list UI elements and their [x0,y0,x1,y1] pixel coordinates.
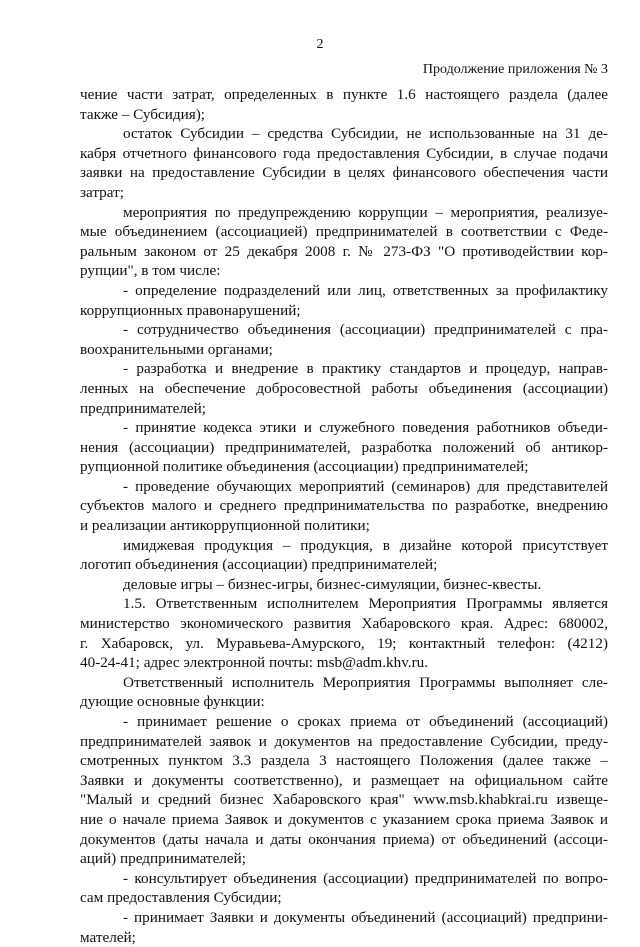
text-line: имиджевая продукция – продукция, в дизайне которой присутствует [123,536,608,554]
text-line: деловые игры – бизнес-игры, бизнес-симуляции, бизнес-квесты. [123,575,542,593]
text-line: заявки на предоставление Субсидии в целях финансового обеспечения части [80,164,608,182]
page-number: 2 [316,37,324,52]
text-line: сам предоставления Субсидии; [80,889,282,907]
text-line: г. Хабаровск, ул. Муравьева-Амурского, 19; контактный телефон: (4212) [80,634,608,652]
text-line: смотренных пунктом 3.3 раздела 3 настоящего Положения (далее также – [80,752,608,770]
text-line: - принятие кодекса этики и служебного поведения работников объеди- [123,419,608,437]
text-line: - принимает Заявки и документы объединений (ассоциаций) предприни- [123,908,608,926]
text-line: воохранительными органами; [80,340,273,358]
text-line: - консультирует объединения (ассоциации) предпринимателей по вопро- [123,869,608,887]
text-line: - принимает решение о сроках приема от объединений (ассоциаций) [123,713,608,730]
text-line: "Малый и средний бизнес Хабаровского края" www.msb.khabkrai.ru извеще- [80,791,608,809]
text-line: - определение подразделений или лиц, ответственных за профилактику [123,281,608,299]
text-line: министерство экономического развития Хабаровского края. Адрес: 680002, [80,615,608,633]
text-line: ральным законом от 25 декабря 2008 г. № 273-ФЗ "О противодействии кор- [80,242,608,260]
text-line: рупции", в том числе: [80,262,221,280]
text-line: - проведение обучающих мероприятий (семинаров) для представителей [123,477,608,495]
text-line: ленных на обеспечение добросовестной работы объединения (ассоциации) [80,379,608,397]
text-line: коррупционных правонарушений; [80,301,301,319]
text-line: - разработка и внедрение в практику стандартов и процедур, направ- [123,360,608,378]
text-line: остаток Субсидии – средства Субсидии, не использованные на 31 де- [123,125,608,143]
text-line: 40-24-41; адрес электронной почты: msb@adm.khv.ru. [80,654,429,672]
text-line: затрат; [80,183,124,201]
text-line: документов (даты начала и даты окончания приема) от объединений (ассоци- [80,830,608,848]
text-line: предпринимателей заявок и документов на предоставление Субсидии, преду- [80,732,608,750]
text-line: мателей; [80,928,136,946]
text-line: предпринимателей; [80,399,206,417]
text-line: Заявки и документы соответственно), и размещает на официальном сайте [80,771,608,789]
text-line: дующие основные функции: [80,693,265,711]
appendix-header: Продолжение приложения № 3 [422,62,608,77]
document-body [80,85,608,947]
text-line: Ответственный исполнитель Мероприятия Программы выполняет сле- [123,673,608,691]
text-line: аций) предпринимателей; [80,850,246,868]
text-line: рупционной политике объединения (ассоциации) предпринимателей; [80,458,529,476]
text-line: и реализации антикоррупционной политики; [80,517,370,535]
text-line: кабря отчетного финансового года предоставления Субсидии, в случае подачи [80,144,608,162]
text-line: мероприятия по предупреждению коррупции – мероприятия, реализуе- [123,203,608,221]
text-line: нения (ассоциации) предпринимателей, разработка положений об антикор- [80,438,608,456]
text-line: также – Субсидия); [80,105,206,123]
text-line: 1.5. Ответственным исполнителем Мероприятия Программы является [123,595,608,613]
text-line: мые объединением (ассоциацией) предпринимателей в соответствии с Феде- [80,223,608,241]
text-line: логотип объединения (ассоциации) предпринимателей; [80,556,438,574]
text-line: субъектов малого и среднего предпринимательства по разработке, внедрению [80,497,608,515]
text-line: чение части затрат, определенных в пункте 1.6 настоящего раздела (далее [80,86,608,103]
text-line: ние о начале приема Заявок и документов с указанием срока приема Заявок и [80,810,608,828]
text-line: - сотрудничество объединения (ассоциации) предпринимателей с пра- [123,321,608,339]
